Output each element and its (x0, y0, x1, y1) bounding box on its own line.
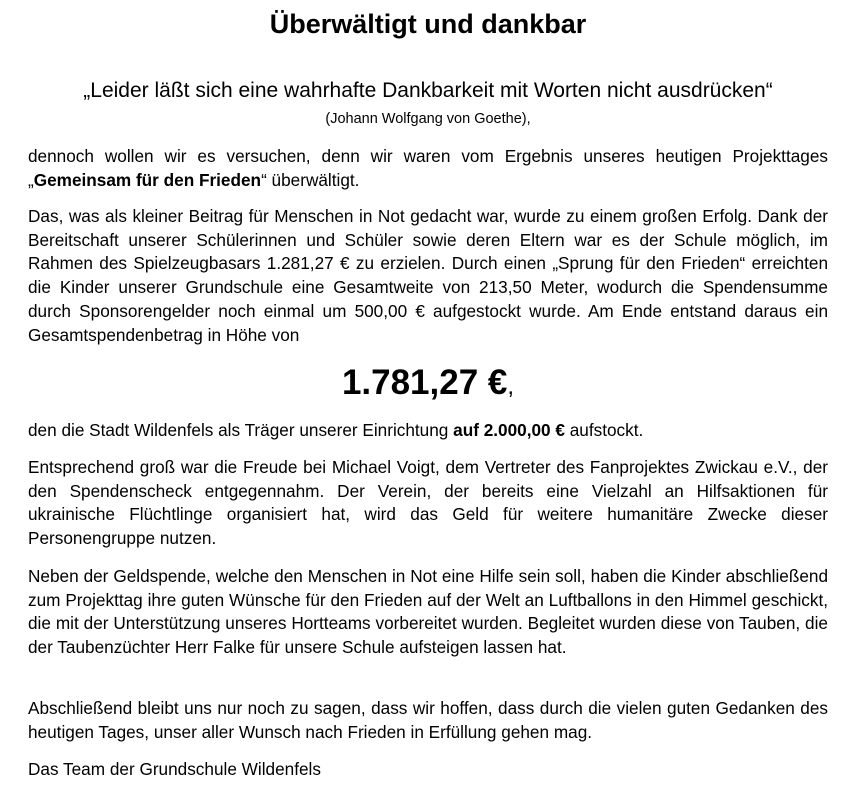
signature: Das Team der Grundschule Wildenfels (28, 759, 321, 779)
quote-author: (Johann Wolfgang von Goethe), (325, 111, 531, 127)
page-title: Überwältigt und dankbar (269, 9, 587, 39)
project-name: Gemeinsam für den Frieden (33, 169, 262, 190)
intro-text-after: “ überwältigt. (261, 169, 360, 190)
goethe-quote: „Leider läßt sich eine wahrhafte Dankbarkeit mit Worten nicht ausdrücken“ (83, 79, 773, 102)
donation-paragraph: Das, was als kleiner Beitrag für Menschen in Not gedacht war, wurde zu einem großen Erfolg. Dank der Bereitschaft unserer Schülerinnen und Schüler sowie deren Eltern war es der Schule möglich, im Rahmen des Spielzeugbasars 1.281,27 € zu erzielen. Durch einen „Sprung für den Frieden“ erreichten die Kinder unserer Grundschule eine Gesamtweite von 213,50 Meter, wodurch die Spendensumme durch Sponsorengelder noch einmal um 500,00 € aufgestockt wurde. Am Ende entstand daraus ein Gesamtspendenbetrag in Höhe von (28, 206, 828, 345)
total-amount (28, 362, 828, 408)
closing-paragraph: Abschließend bleibt uns nur noch zu sagen, dass wir hoffen, dass durch die vielen guten Gedanken des heutigen Tages, unser aller Wunsch nach Frieden in Erfüllung gehen mag. (28, 698, 828, 742)
city-amount: auf 2.000,00 € (453, 420, 565, 440)
fanproject-paragraph: Entsprechend groß war die Freude bei Michael Voigt, dem Vertreter des Fanprojektes Zwickau e.V., der den Spendenscheck entgegennahm. Der Verein, der bereits eine Vielzahl an Hilfsaktionen für ukrainische Flüchtlinge organisiert hat, wird das Geld für weitere humanitäre Zwecke dieser Personengruppe nutzen. (28, 457, 828, 549)
city-text-after: aufstockt. (564, 420, 644, 440)
total-amount-value: 1.781,27 € (341, 363, 508, 402)
city-text-before: den die Stadt Wildenfels als Träger unserer Einrichtung (28, 420, 454, 440)
total-amount-suffix: , (507, 373, 515, 400)
intro-text-before: dennoch wollen wir es versuchen, denn wir waren vom Ergebnis unseres heutigen Projekttages „ (28, 146, 828, 190)
balloons-paragraph: Neben der Geldspende, welche den Menschen in Not eine Hilfe sein soll, haben die Kinder abschließend zum Projekttag ihre guten Wünsche für den Frieden auf der Welt an Luftballons in den Himmel geschickt, die mit der Unterstützung unseres Hortteams vorbereitet wurden. Begleitet wurden diese von Tauben, die der Taubenzüchter Herr Falke für unsere Schule aufsteigen lassen hat. (28, 566, 828, 658)
intro-paragraph (28, 145, 828, 192)
city-paragraph (28, 419, 828, 443)
